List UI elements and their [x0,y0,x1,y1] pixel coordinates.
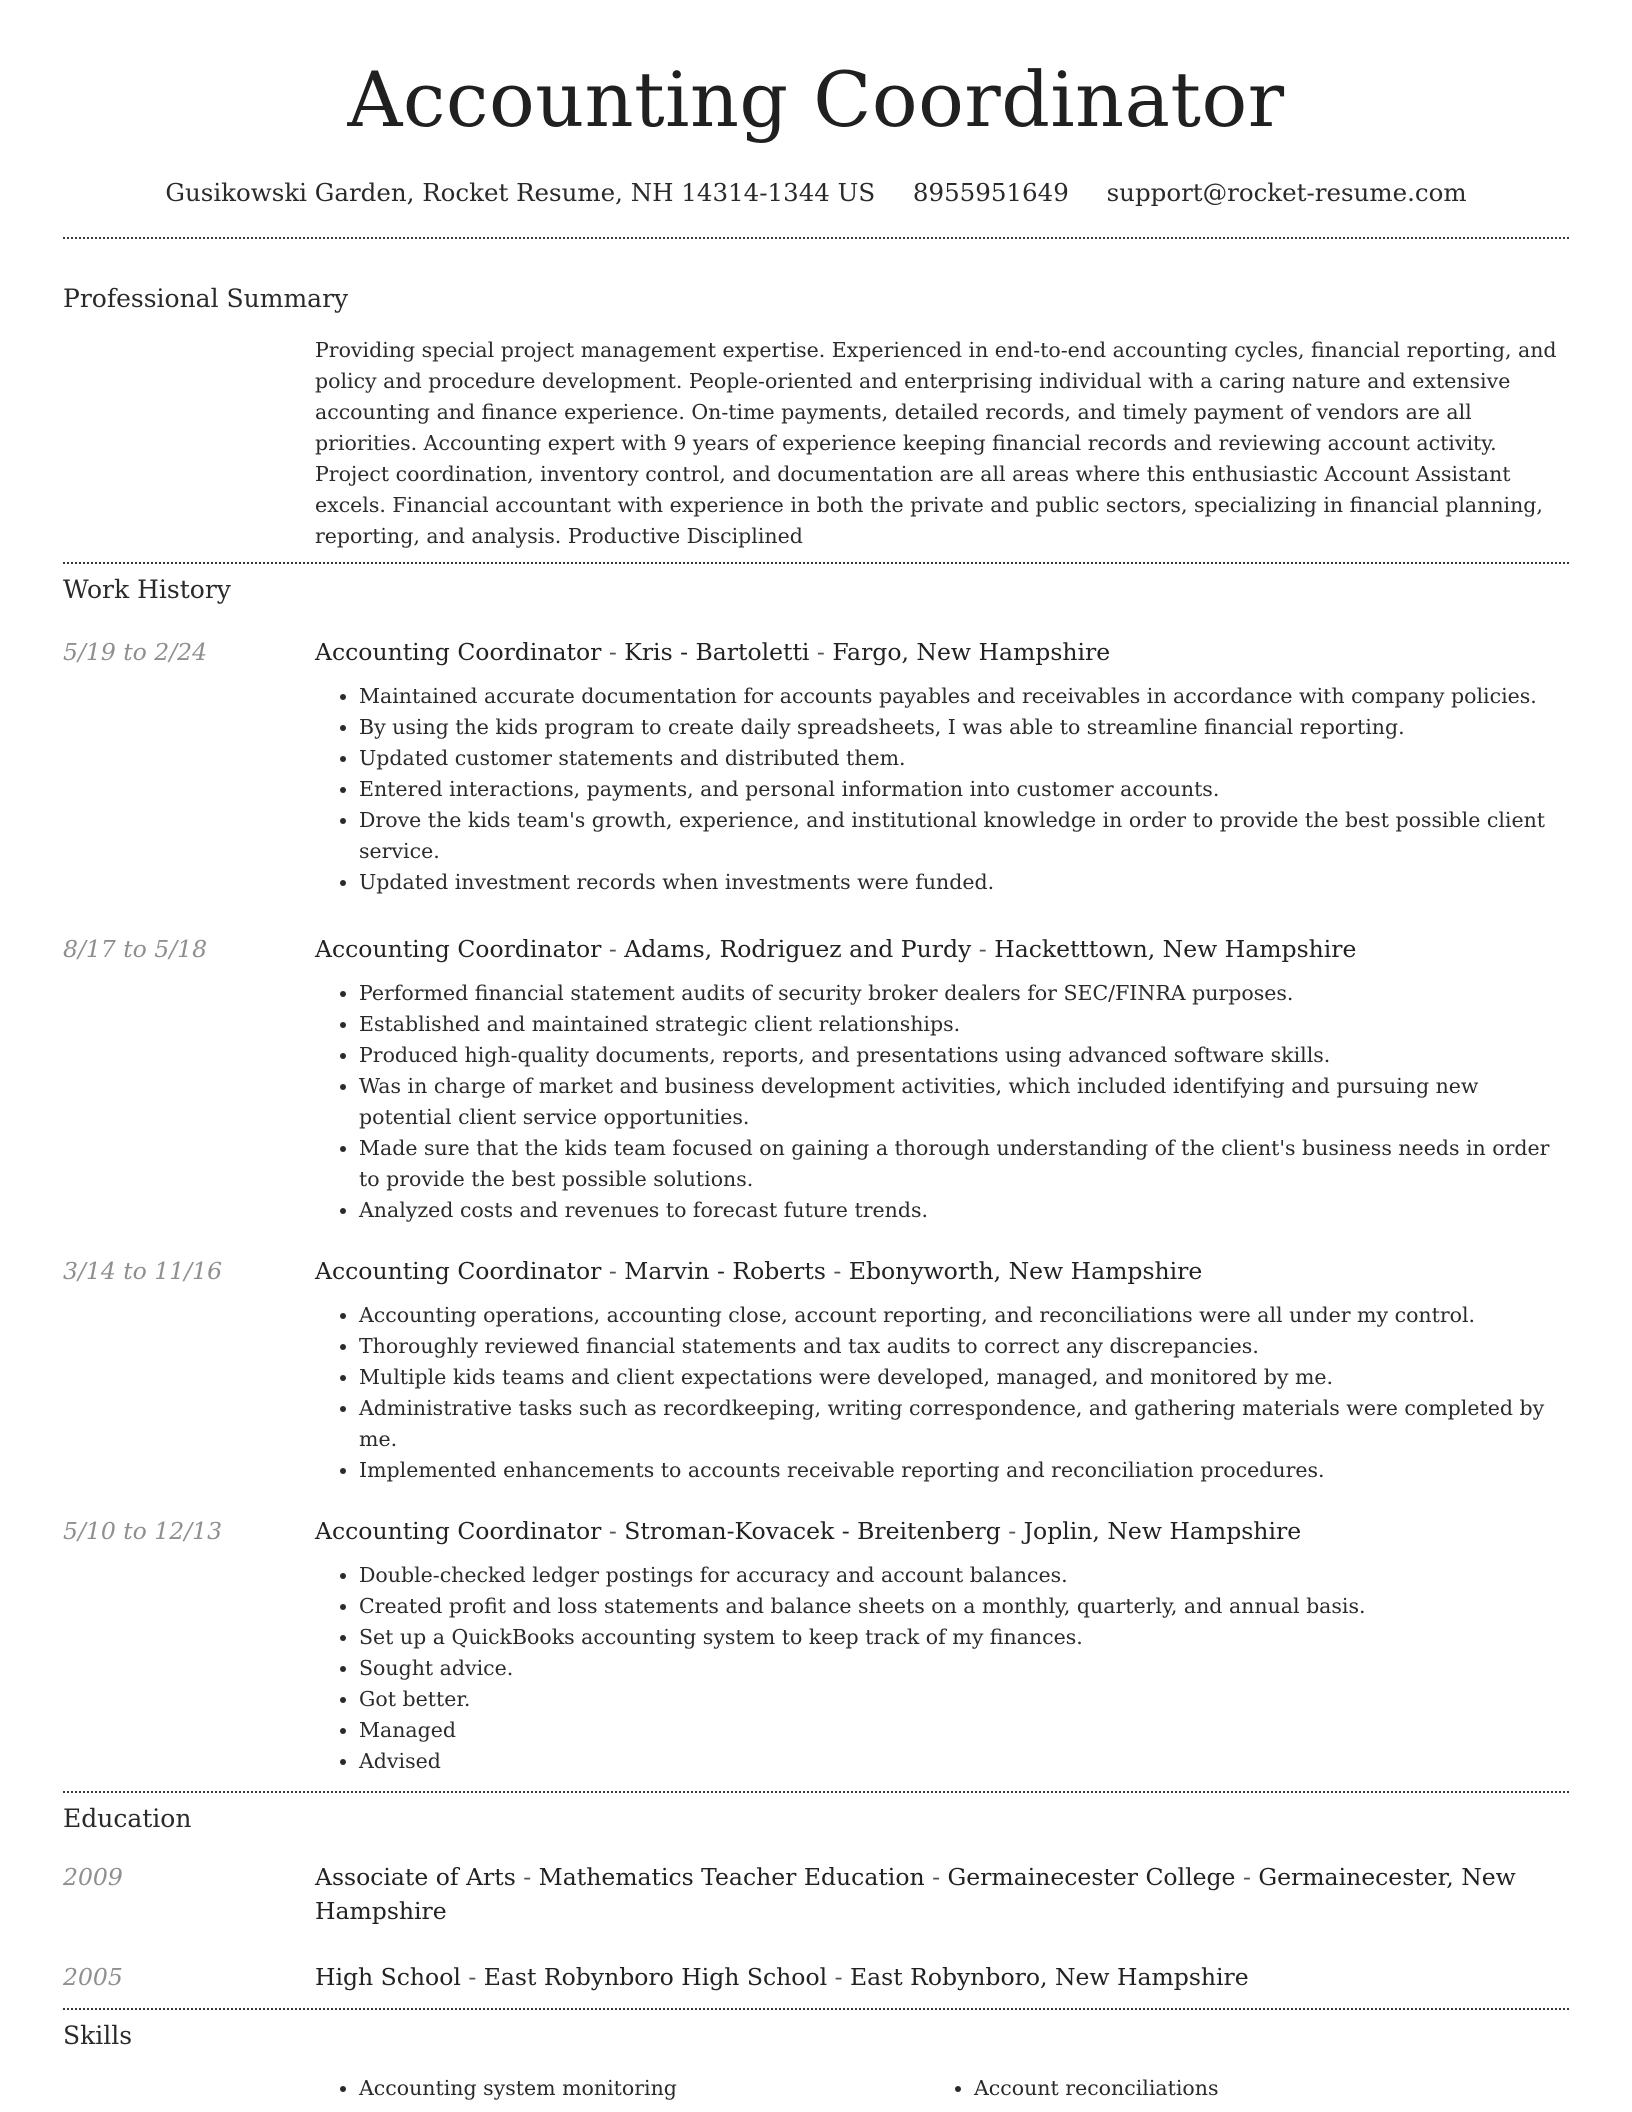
job-entry [63,932,1569,1226]
job-body [315,1514,1569,1777]
job-bullet: • Thoroughly reviewed financial statements and tax audits to correct any discrepancies. [359,1331,1569,1362]
summary-section [63,282,1569,552]
job-bullet: • Double-checked ledger postings for accuracy and account balances. [359,1560,1569,1591]
skill-item: • Account reconciliations [974,2073,1545,2104]
job-bullet: • Multiple kids teams and client expectations were developed, managed, and monitored by me. [359,1362,1569,1393]
resume-name: Accounting Coordinator [347,55,1285,144]
education-location: Germainecester, New Hampshire [315,1863,1516,1925]
job-company: Kris - Bartoletti [624,638,810,666]
summary-heading: Professional Summary [63,284,349,313]
job-bullet: • Implemented enhancements to accounts receivable reporting and reconciliation procedures. [359,1455,1569,1486]
job-bullet: • Analyzed costs and revenues to forecast future trends. [359,1195,1569,1226]
summary-text: Providing special project management expertise. Experienced in end-to-end accounting cycles, financial reporting, and policy and procedure development. People-oriented and enterprising individual with a caring nature and extensive accounting and finance experience. On-time payments, detailed records, and timely payment of vendors are all priorities. Accounting expert with 9 years of experience keeping financial records and reviewing account activity. Project coordination, inventory control, and documentation are all areas where this enthusiastic Account Assistant excels. Financial accountant with experience in both the private and public sectors, specializing in financial planning, reporting, and analysis. Productive Disciplined [315,338,1557,548]
job-bullet: • Set up a QuickBooks accounting system to keep track of my finances. [359,1622,1569,1653]
job-location: Ebonyworth, New Hampshire [848,1257,1203,1285]
job-dates: 5/19 to 2/24 [63,638,208,666]
job-role: Accounting Coordinator [315,1517,602,1545]
job-title: Accounting Coordinator - Stroman-Kovacek - Breitenberg - Joplin, New Hampshire [315,1517,1302,1545]
section-divider [63,562,1569,564]
skills-columns [315,2073,1569,2104]
education-year: 2005 [63,1963,123,1991]
job-bullets [315,681,1569,898]
contact-line [63,176,1569,210]
job-bullet: • Established and maintained strategic client relationships. [359,1009,1569,1040]
job-dates: 8/17 to 5/18 [63,935,208,963]
jobs-list [63,635,1569,1777]
job-bullet: • Maintained accurate documentation for accounts payables and receivables in accordance with company policies. [359,681,1569,712]
education-entry [63,1860,1569,1928]
job-bullets [315,1300,1569,1486]
job-company: Marvin - Roberts [624,1257,826,1285]
education-section [63,1802,1569,1994]
job-bullets [315,1560,1569,1777]
resume-header [63,0,1569,210]
skills-section [63,2019,1569,2104]
education-title: Associate of Arts - Mathematics Teacher Education - Germainecester College - Germainecester, New Hampshire [315,1863,1516,1925]
job-entry [63,1514,1569,1777]
job-title: Accounting Coordinator - Adams, Rodriguez and Purdy - Hacketttown, New Hampshire [315,935,1357,963]
work-history-section [63,573,1569,1777]
job-bullet: • Managed [359,1715,1569,1746]
job-bullet: • Entered interactions, payments, and personal information into customer accounts. [359,774,1569,805]
contact-phone: 8955951649 [912,178,1069,207]
job-role: Accounting Coordinator [315,638,602,666]
contact-email: support@rocket-resume.com [1106,178,1467,207]
education-year: 2009 [63,1863,123,1891]
job-bullet: • Performed financial statement audits of security broker dealers for SEC/FINRA purposes. [359,978,1569,1009]
education-heading: Education [63,1804,192,1833]
job-bullet: • Created profit and loss statements and balance sheets on a monthly, quarterly, and annual basis. [359,1591,1569,1622]
job-title: Accounting Coordinator - Kris - Bartoletti - Fargo, New Hampshire [315,638,1111,666]
job-dates: 5/10 to 12/13 [63,1517,223,1545]
job-role: Accounting Coordinator [315,1257,602,1285]
job-location: Fargo, New Hampshire [832,638,1111,666]
skills-column-left [315,2073,930,2104]
education-title: High School - East Robynboro High School - East Robynboro, New Hampshire [315,1963,1249,1991]
job-entry [63,635,1569,898]
job-bullet: • Was in charge of market and business development activities, which included identifying and pursuing new potential client service opportunities. [359,1071,1569,1133]
job-bullet: • Updated investment records when investments were funded. [359,867,1569,898]
job-title: Accounting Coordinator - Marvin - Roberts - Ebonyworth, New Hampshire [315,1257,1203,1285]
job-company: Stroman-Kovacek - Breitenberg [624,1517,1001,1545]
job-bullet: • Drove the kids team's growth, experience, and institutional knowledge in order to provide the best possible client service. [359,805,1569,867]
education-entry [63,1960,1569,1994]
contact-address: Gusikowski Garden, Rocket Resume, NH 14314-1344 US [165,178,876,207]
job-bullet: • Sought advice. [359,1653,1569,1684]
job-bullet: • Administrative tasks such as recordkeeping, writing correspondence, and gathering materials were completed by me. [359,1393,1569,1455]
job-bullet: • Made sure that the kids team focused on gaining a thorough understanding of the client's business needs in order to provide the best possible solutions. [359,1133,1569,1195]
education-degree: Associate of Arts [315,1863,516,1891]
job-location: Joplin, New Hampshire [1023,1517,1302,1545]
job-body [315,932,1569,1226]
job-role: Accounting Coordinator [315,935,602,963]
job-dates: 3/14 to 11/16 [63,1257,223,1285]
skill-item: • Accounting system monitoring [359,2073,930,2104]
education-school: East Robynboro High School [483,1963,828,1991]
section-divider [63,1791,1569,1793]
work-history-heading: Work History [63,575,231,604]
education-location: East Robynboro, New Hampshire [850,1963,1249,1991]
job-bullet: • Advised [359,1746,1569,1777]
education-degree: High School [315,1963,461,1991]
job-company: Adams, Rodriguez and Purdy [624,935,972,963]
job-bullets [315,978,1569,1226]
job-body [315,635,1569,898]
skills-column-right [930,2073,1545,2104]
job-location: Hacketttown, New Hampshire [994,935,1357,963]
job-body [315,1254,1569,1486]
job-bullet: • Accounting operations, accounting close, account reporting, and reconciliations were all under my control. [359,1300,1569,1331]
job-bullet: • Got better. [359,1684,1569,1715]
section-divider [63,2008,1569,2010]
education-school: Germainecester College [947,1863,1236,1891]
job-bullet: • Produced high-quality documents, reports, and presentations using advanced software skills. [359,1040,1569,1071]
skills-heading: Skills [63,2021,133,2050]
job-entry [63,1254,1569,1486]
section-divider [63,237,1569,239]
job-bullet: • Updated customer statements and distributed them. [359,743,1569,774]
job-bullet: • By using the kids program to create daily spreadsheets, I was able to streamline financial reporting. [359,712,1569,743]
education-field: Mathematics Teacher Education [538,1863,925,1891]
